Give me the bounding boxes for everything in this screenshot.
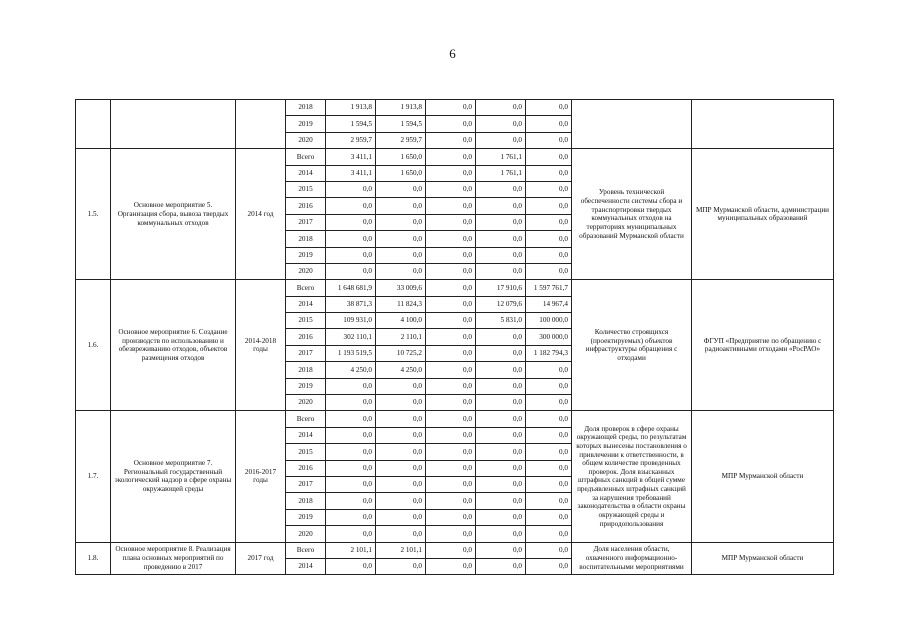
federal-budget-value: 0,0 (426, 313, 476, 329)
regional-budget-value: 2 110,1 (376, 329, 426, 345)
total-value: 0,0 (326, 263, 376, 279)
extrabudget-value: 0,0 (526, 411, 572, 427)
year-cell: Всего (286, 149, 326, 165)
extrabudget-value: 0,0 (526, 427, 572, 443)
regional-budget-value: 0,0 (376, 378, 426, 394)
total-value: 0,0 (326, 395, 376, 411)
federal-budget-value: 0,0 (426, 231, 476, 247)
extrabudget-value: 0,0 (526, 263, 572, 279)
regional-budget-value: 4 100,0 (376, 313, 426, 329)
federal-budget-value: 0,0 (426, 329, 476, 345)
year-cell: 2014 (286, 165, 326, 181)
extrabudget-value: 0,0 (526, 149, 572, 165)
regional-budget-value: 0,0 (376, 411, 426, 427)
total-value: 0,0 (326, 378, 376, 394)
regional-budget-value: 1 913,8 (376, 100, 426, 116)
regional-budget-value: 0,0 (376, 558, 426, 574)
federal-budget-value: 0,0 (426, 100, 476, 116)
federal-budget-value: 0,0 (426, 444, 476, 460)
regional-budget-value: 0,0 (376, 444, 426, 460)
extrabudget-value: 0,0 (526, 247, 572, 263)
local-budget-value: 17 910,6 (476, 280, 526, 296)
regional-budget-value: 2 959,7 (376, 132, 426, 148)
year-cell: 2018 (286, 231, 326, 247)
activity-name: Основное мероприятие 5. Организация сбора, вывоза твердых коммунальных отходов (111, 149, 236, 280)
extrabudget-value: 0,0 (526, 509, 572, 525)
federal-budget-value: 0,0 (426, 476, 476, 492)
regional-budget-value: 2 101,1 (376, 542, 426, 558)
federal-budget-value: 0,0 (426, 263, 476, 279)
regional-budget-value: 1 650,0 (376, 165, 426, 181)
federal-budget-value: 0,0 (426, 542, 476, 558)
extrabudget-value: 0,0 (526, 542, 572, 558)
table-row (76, 542, 834, 558)
federal-budget-value: 0,0 (426, 214, 476, 230)
regional-budget-value: 0,0 (376, 395, 426, 411)
regional-budget-value: 0,0 (376, 460, 426, 476)
extrabudget-value: 0,0 (526, 231, 572, 247)
year-cell: Всего (286, 542, 326, 558)
total-value: 3 411,1 (326, 165, 376, 181)
year-cell: 2018 (286, 362, 326, 378)
total-value: 1 913,8 (326, 100, 376, 116)
table-row (76, 149, 834, 165)
local-budget-value: 0,0 (476, 444, 526, 460)
local-budget-value: 0,0 (476, 100, 526, 116)
local-budget-value: 0,0 (476, 395, 526, 411)
total-value: 2 959,7 (326, 132, 376, 148)
federal-budget-value: 0,0 (426, 296, 476, 312)
page-number: 6 (449, 46, 456, 61)
executor-text: ФГУП «Предприятие по обращению с радиоактивными отходами «РосРАО» (692, 280, 834, 411)
federal-budget-value: 0,0 (426, 132, 476, 148)
local-budget-value: 0,0 (476, 231, 526, 247)
local-budget-value: 0,0 (476, 345, 526, 361)
year-cell: 2017 (286, 345, 326, 361)
total-value: 0,0 (326, 558, 376, 574)
year-cell: 2016 (286, 460, 326, 476)
year-cell: 2018 (286, 100, 326, 116)
federal-budget-value: 0,0 (426, 345, 476, 361)
total-value: 0,0 (326, 493, 376, 509)
regional-budget-value: 0,0 (376, 214, 426, 230)
local-budget-value: 12 079,6 (476, 296, 526, 312)
extrabudget-value: 1 182 794,3 (526, 345, 572, 361)
year-cell: 2014 (286, 558, 326, 574)
total-value: 4 250,0 (326, 362, 376, 378)
local-budget-value: 0,0 (476, 378, 526, 394)
total-value: 0,0 (326, 231, 376, 247)
regional-budget-value: 10 725,2 (376, 345, 426, 361)
federal-budget-value: 0,0 (426, 526, 476, 542)
executor-text: МПР Мурманской области (692, 411, 834, 542)
local-budget-value: 0,0 (476, 116, 526, 132)
year-cell: 2015 (286, 444, 326, 460)
regional-budget-value: 1 594,5 (376, 116, 426, 132)
federal-budget-value: 0,0 (426, 460, 476, 476)
year-cell: 2020 (286, 263, 326, 279)
activity-name: Основное мероприятие 8. Реализация плана основных мероприятий по проведению в 2017 (111, 542, 236, 575)
regional-budget-value: 0,0 (376, 247, 426, 263)
local-budget-value: 5 831,0 (476, 313, 526, 329)
extrabudget-value: 100 000,0 (526, 313, 572, 329)
year-cell: 2016 (286, 329, 326, 345)
extrabudget-value: 0,0 (526, 395, 572, 411)
federal-budget-value: 0,0 (426, 165, 476, 181)
local-budget-value: 0,0 (476, 247, 526, 263)
indicator-text: Количество строящихся (проектируемых) объектов инфраструктуры обращения с отходами (572, 280, 692, 411)
group-number: 1.5. (76, 149, 111, 280)
local-budget-value: 0,0 (476, 411, 526, 427)
total-value: 1 193 519,5 (326, 345, 376, 361)
local-budget-value: 0,0 (476, 263, 526, 279)
group-number: 1.6. (76, 280, 111, 411)
local-budget-value: 0,0 (476, 427, 526, 443)
total-value: 2 101,1 (326, 542, 376, 558)
indicator-text: Уровень технической обеспеченности системы сбора и транспортировки твердых коммунальных отходов на территориях муниципальных образований Мурманской области (572, 149, 692, 280)
extrabudget-value: 0,0 (526, 378, 572, 394)
year-cell: 2019 (286, 247, 326, 263)
indicator-text: Доля населения области, охваченного информационно-воспитательными мероприятиями (572, 542, 692, 575)
extrabudget-value: 1 597 761,7 (526, 280, 572, 296)
table-row (76, 411, 834, 427)
federal-budget-value: 0,0 (426, 427, 476, 443)
indicator-text: Доля проверок в сфере охраны окружающей среды, по результатам которых вынесены постановления о привлечении к ответственности, в общем количестве проведенных проверок. Доля взысканных штрафных санкций в общей сумме предъявленных штрафных санкций за нарушения требований законодательства в области охраны окружающей среды и природопользования (572, 411, 692, 542)
regional-budget-value: 0,0 (376, 231, 426, 247)
year-cell: 2020 (286, 395, 326, 411)
year-cell: 2016 (286, 198, 326, 214)
year-cell: 2020 (286, 526, 326, 542)
extrabudget-value: 0,0 (526, 558, 572, 574)
activity-period: 2014 год (236, 149, 286, 280)
regional-budget-value: 0,0 (376, 263, 426, 279)
local-budget-value: 0,0 (476, 558, 526, 574)
extrabudget-value: 0,0 (526, 444, 572, 460)
extrabudget-value: 0,0 (526, 165, 572, 181)
extrabudget-value: 0,0 (526, 214, 572, 230)
extrabudget-value: 0,0 (526, 198, 572, 214)
activity-period: 2017 год (236, 542, 286, 575)
total-value: 0,0 (326, 214, 376, 230)
extrabudget-value: 300 000,0 (526, 329, 572, 345)
federal-budget-value: 0,0 (426, 247, 476, 263)
year-cell: Всего (286, 411, 326, 427)
federal-budget-value: 0,0 (426, 280, 476, 296)
federal-budget-value: 0,0 (426, 378, 476, 394)
group-number: 1.8. (76, 542, 111, 575)
activity-name (111, 100, 236, 149)
extrabudget-value: 0,0 (526, 526, 572, 542)
local-budget-value: 0,0 (476, 214, 526, 230)
executor-text: МПР Мурманской области, администрации муниципальных образований (692, 149, 834, 280)
total-value: 0,0 (326, 526, 376, 542)
year-cell: 2015 (286, 313, 326, 329)
total-value: 38 871,3 (326, 296, 376, 312)
local-budget-value: 1 761,1 (476, 149, 526, 165)
year-cell: 2018 (286, 493, 326, 509)
total-value: 302 110,1 (326, 329, 376, 345)
executor-text: МПР Мурманской области (692, 542, 834, 575)
regional-budget-value: 1 650,0 (376, 149, 426, 165)
local-budget-value: 0,0 (476, 460, 526, 476)
regional-budget-value: 33 009,6 (376, 280, 426, 296)
local-budget-value: 0,0 (476, 362, 526, 378)
total-value: 1 594,5 (326, 116, 376, 132)
federal-budget-value: 0,0 (426, 198, 476, 214)
local-budget-value: 0,0 (476, 132, 526, 148)
extrabudget-value: 0,0 (526, 476, 572, 492)
activity-period: 2014-2018 годы (236, 280, 286, 411)
extrabudget-value: 0,0 (526, 493, 572, 509)
local-budget-value: 1 761,1 (476, 165, 526, 181)
year-cell: 2019 (286, 378, 326, 394)
total-value: 109 931,0 (326, 313, 376, 329)
total-value: 3 411,1 (326, 149, 376, 165)
federal-budget-value: 0,0 (426, 181, 476, 197)
federal-budget-value: 0,0 (426, 116, 476, 132)
extrabudget-value: 0,0 (526, 181, 572, 197)
indicator-text (572, 100, 692, 149)
year-cell: 2019 (286, 116, 326, 132)
local-budget-value: 0,0 (476, 198, 526, 214)
federal-budget-value: 0,0 (426, 558, 476, 574)
federal-budget-value: 0,0 (426, 362, 476, 378)
extrabudget-value: 0,0 (526, 100, 572, 116)
group-number: 1.7. (76, 411, 111, 542)
year-cell: 2014 (286, 427, 326, 443)
extrabudget-value: 0,0 (526, 460, 572, 476)
table-row (76, 100, 834, 116)
local-budget-value: 0,0 (476, 476, 526, 492)
executor-text (692, 100, 834, 149)
local-budget-value: 0,0 (476, 181, 526, 197)
federal-budget-value: 0,0 (426, 493, 476, 509)
regional-budget-value: 0,0 (376, 493, 426, 509)
regional-budget-value: 0,0 (376, 509, 426, 525)
total-value: 0,0 (326, 247, 376, 263)
year-cell: 2014 (286, 296, 326, 312)
year-cell: Всего (286, 280, 326, 296)
year-cell: 2020 (286, 132, 326, 148)
year-cell: 2017 (286, 476, 326, 492)
total-value: 0,0 (326, 198, 376, 214)
year-cell: 2019 (286, 509, 326, 525)
extrabudget-value: 14 967,4 (526, 296, 572, 312)
table-row (76, 280, 834, 296)
federal-budget-value: 0,0 (426, 509, 476, 525)
regional-budget-value: 0,0 (376, 476, 426, 492)
regional-budget-value: 11 824,3 (376, 296, 426, 312)
activity-name: Основное мероприятие 6. Создание производств по использованию и обезвреживанию отходов, объектов размещения отходов (111, 280, 236, 411)
local-budget-value: 0,0 (476, 526, 526, 542)
extrabudget-value: 0,0 (526, 362, 572, 378)
total-value: 0,0 (326, 411, 376, 427)
local-budget-value: 0,0 (476, 493, 526, 509)
regional-budget-value: 4 250,0 (376, 362, 426, 378)
total-value: 0,0 (326, 181, 376, 197)
local-budget-value: 0,0 (476, 542, 526, 558)
activity-period: 2016-2017 годы (236, 411, 286, 542)
extrabudget-value: 0,0 (526, 132, 572, 148)
regional-budget-value: 0,0 (376, 198, 426, 214)
total-value: 0,0 (326, 427, 376, 443)
federal-budget-value: 0,0 (426, 411, 476, 427)
regional-budget-value: 0,0 (376, 181, 426, 197)
local-budget-value: 0,0 (476, 509, 526, 525)
federal-budget-value: 0,0 (426, 395, 476, 411)
total-value: 0,0 (326, 460, 376, 476)
group-number (76, 100, 111, 149)
activity-period (236, 100, 286, 149)
local-budget-value: 0,0 (476, 329, 526, 345)
total-value: 0,0 (326, 444, 376, 460)
activity-name: Основное мероприятие 7. Региональный государственный экологический надзор в сфере охраны окружающей среды (111, 411, 236, 542)
extrabudget-value: 0,0 (526, 116, 572, 132)
regional-budget-value: 0,0 (376, 427, 426, 443)
year-cell: 2017 (286, 214, 326, 230)
total-value: 1 648 681,9 (326, 280, 376, 296)
program-table (75, 99, 834, 575)
total-value: 0,0 (326, 509, 376, 525)
total-value: 0,0 (326, 476, 376, 492)
regional-budget-value: 0,0 (376, 526, 426, 542)
federal-budget-value: 0,0 (426, 149, 476, 165)
year-cell: 2015 (286, 181, 326, 197)
